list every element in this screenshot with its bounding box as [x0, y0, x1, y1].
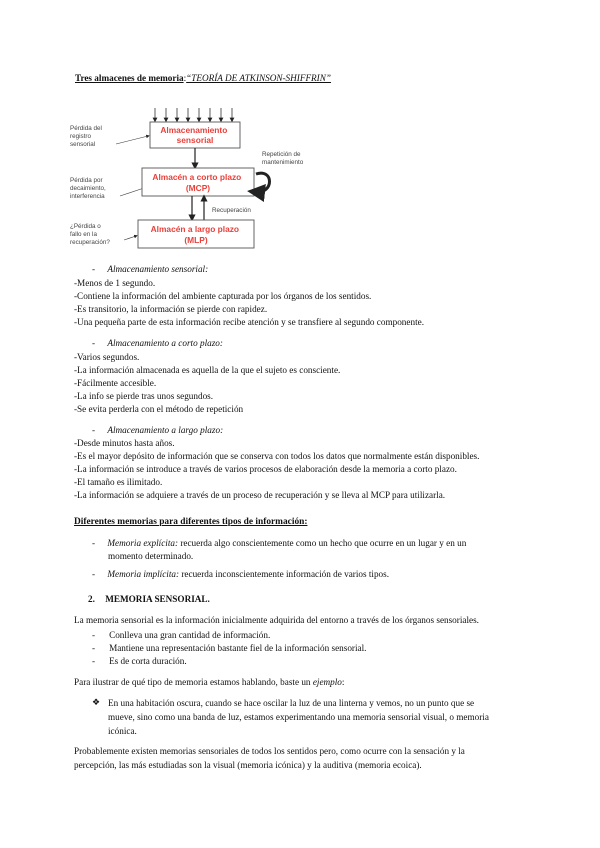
- loss-sensory-label: Pérdida del registro sensorial: [70, 125, 102, 148]
- sensory-line: -Contiene la información del ambiente capturada por los órganos de los sentidos.: [74, 291, 372, 301]
- section2-bullet: - Es de corta duración.: [92, 656, 187, 666]
- implicit-memory-item: - Memoria implícita: recuerda inconscientemente información de varios tipos.: [92, 569, 390, 579]
- title-underlined: Tres almacenes de memoria: [75, 73, 184, 83]
- short-line: -La info se pierde tras unos segundos.: [74, 391, 214, 401]
- section2-number: 2.: [88, 594, 95, 604]
- example-intro: Para ilustrar de qué tipo de memoria estamos hablando, baste un ejemplo:: [74, 677, 345, 687]
- short-line: -La información almacenada es aquella de la que el sujeto es consciente.: [74, 365, 341, 375]
- long-line: -La información se adquiere a través de un proceso de recuperación y se lleva al MCP para utilizarla.: [74, 490, 446, 500]
- implicit-memory-term: Memoria implícita:: [107, 569, 180, 579]
- recovery-label: Recuperación: [212, 207, 251, 214]
- long-line: -Es el mayor depósito de información que se conserva con todos los datos que normalmente están disponibles.: [74, 451, 480, 461]
- atkinson-shiffrin-diagram: [70, 108, 330, 258]
- example-line: icónica.: [108, 726, 137, 736]
- input-arrows: [155, 108, 232, 120]
- example-line: mueve, sino como una banda de luz, estamos experimentando una memoria sensorial visual, o memoria: [108, 712, 489, 722]
- loss-short-label: Pérdida por decaimiento, interferencia: [70, 177, 106, 200]
- loss-long-label: ¿Pérdida o fallo en la recuperación?: [70, 223, 110, 246]
- sensory-line: -Es transitorio, la información se pierde con rapidez.: [74, 304, 268, 314]
- section2-bullet: - Conlleva una gran cantidad de información.: [92, 630, 271, 640]
- sensory-heading-text: Almacenamiento sensorial:: [107, 264, 209, 274]
- example-line: En una habitación oscura, cuando se hace oscilar la luz de una linterna y vemos, no un punto que se: [108, 698, 475, 708]
- short-line: -Varios segundos.: [74, 352, 140, 362]
- closing-line: percepción, las más estudiadas son la visual (memoria icónica) y la auditiva (memoria ecoica).: [74, 760, 422, 770]
- section2-intro: La memoria sensorial es la información inicialmente adquirida del entorno a través de los órganos sensoriales.: [74, 615, 479, 625]
- explicit-memory-continuation: momento determinado.: [108, 551, 194, 561]
- sensory-line: -Una pequeña parte de esta información recibe atención y se transfiere al segundo componente.: [74, 317, 424, 327]
- long-line: -La información se introduce a través de varios procesos de elaboración desde la memoria a corto plazo.: [74, 464, 457, 474]
- long-term-box-label: Almacén a largo plazo (MLP): [150, 224, 240, 245]
- long-line: -El tamaño es ilimitado.: [74, 477, 163, 487]
- section2-bullet: - Mantiene una representación bastante fiel de la información sensorial.: [92, 643, 367, 653]
- short-line: -Fácilmente accesible.: [74, 378, 157, 388]
- short-line: -Se evita perderla con el método de repetición: [74, 404, 244, 414]
- section2-heading: [88, 593, 210, 606]
- section2-title: MEMORIA SENSORIAL.: [105, 594, 210, 604]
- closing-line: Probablemente existen memorias sensoriales de todos los sentidos pero, como ocurre con la sensación y la: [74, 746, 465, 756]
- long-line: -Desde minutos hasta años.: [74, 438, 175, 448]
- long-heading-text: Almacenamiento a largo plazo:: [107, 425, 224, 435]
- short-term-box-label: Almacén a corto plazo (MCP): [152, 172, 242, 193]
- sensory-line: -Menos de 1 segundo.: [74, 278, 156, 288]
- title-colon: :: [183, 73, 187, 83]
- title-quoted: “TEORÍA DE ATKINSON-SHIFFRIN”: [186, 73, 331, 83]
- diamond-bullet-icon: ❖: [92, 698, 101, 708]
- explicit-memory-term: Memoria explícita:: [107, 538, 179, 548]
- explicit-memory-item: - Memoria explícita: recuerda algo conscientemente como un hecho que ocurre en un lugar y en un: [92, 538, 467, 548]
- short-heading: - Almacenamiento a corto plazo:: [92, 338, 223, 348]
- types-heading: Diferentes memorias para diferentes tipos de información:: [74, 517, 308, 527]
- sensory-box-label: Almacenamiento sensorial: [160, 125, 228, 145]
- implicit-memory-text: recuerda inconscientemente información de varios tipos.: [181, 569, 390, 579]
- explicit-memory-text: recuerda algo conscientemente como un hecho que ocurre en un lugar y en un: [180, 538, 467, 548]
- sensory-heading: - Almacenamiento sensorial:: [92, 264, 209, 274]
- long-heading: - Almacenamiento a largo plazo:: [92, 425, 224, 435]
- page-title: [75, 72, 331, 85]
- short-heading-text: Almacenamiento a corto plazo:: [107, 338, 223, 348]
- example-word: ejemplo: [312, 677, 342, 687]
- rehearsal-loop: [256, 173, 270, 192]
- repetition-label: Repetición de mantenimiento: [262, 151, 304, 166]
